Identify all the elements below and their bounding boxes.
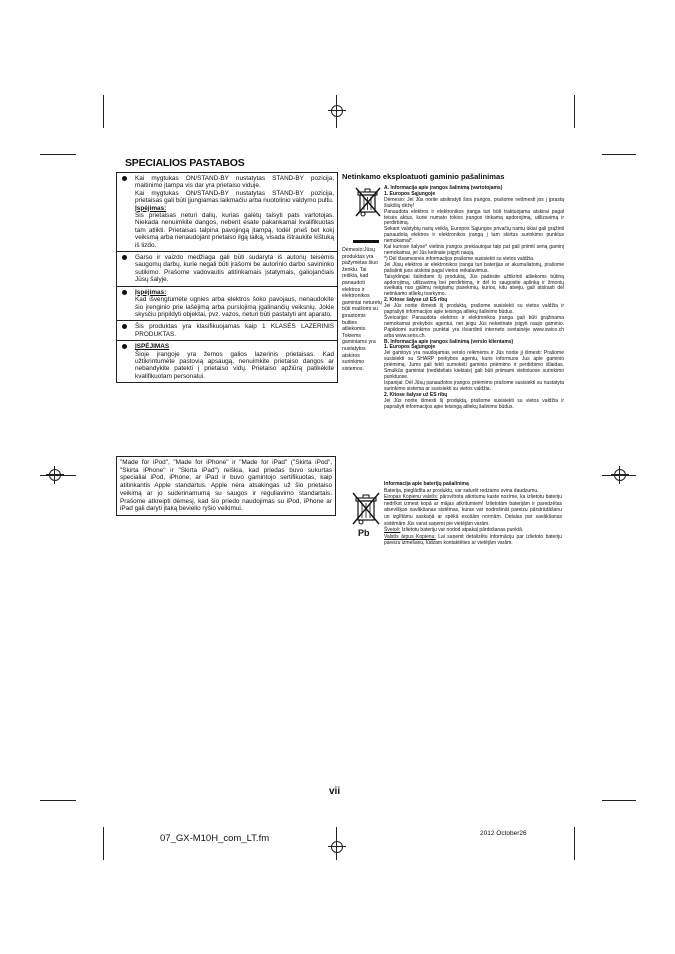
note-heading: Įspėjimas: <box>135 204 167 212</box>
battery-heading: Informacija apie baterijų pašalinimą <box>384 481 469 487</box>
disposal-heading: 2. Kitose šalyse už ES ribų <box>384 391 448 398</box>
bullet-icon <box>122 324 127 329</box>
disposal-heading: B. Informacija apie įrangos šalinimą (verslo klientams) <box>384 338 514 345</box>
battery-text <box>384 481 562 547</box>
note-heading: Įspėjimas: <box>135 288 167 296</box>
battery-line-text: Izlietotu bateriju var nodod atpakaļ pārdošanas punktā. <box>401 527 524 534</box>
disposal-paragraph: Jei gaminys yra naudojamas verslo reikmėms ir Jūs norite jį išmesti: Prašome susisiekti su SHARP prekybos agentu, kuris informuos Jus apie gaminio priėmimą. Jums gali tekti sumokėti gaminio priėmimo ir perdirbimo išlaidas. Smulkūs gaminiai (nedideliais kiekiais) gali būti priimami vietiniuose surinkimo punktuose. <box>384 350 564 380</box>
disposal-paragraph: Šveicarijai: Panaudota elektros ir elektronikos įranga gali būti grąžinama nemokamai prekybos agentui, net jeigu Jūs nekeitnate įsigyti naujo gaminio. Papildomi surinkimo punktai yra išvardinti interneto svetainėje www.swico.ch arba www.sens.ch. <box>384 314 564 339</box>
note-standby <box>117 173 337 251</box>
disposal-heading: 1. Europos Sąjungoje <box>384 344 436 351</box>
registration-mark <box>611 466 629 484</box>
note-fire-warning <box>117 286 337 321</box>
note-text: Kai mygtukas ON/STAND-BY nustatytas STAND-BY pozicija, prietaisas gali būti įjungiamas laikmačiu arba nuotolinio valdymo pultu. <box>135 189 334 205</box>
crossed-bin-icon <box>355 187 381 217</box>
pb-symbol-label: Pb <box>358 528 370 538</box>
disposal-paragraph: *) Dėl išsamesnės informacijos prašome susisiekti su vietos valdžia. <box>384 255 535 262</box>
ipod-notice: "Made for iPod", "Made for iPhone" ir "Made for iPad" ("Skirta iPod", "Skirta iPhone" ir "Skirta iPad") reiškia, kad priedas buvo sukurtas specialiai iPod, iPhone, ar iPad ir buvo gamintojo sertifikuotas, kaip atitinkantis Apple standartus. Apple nėra atsakingas už šio prietaiso veikimą ar jo suderinamumą su saugos ir reguliavimo standartais. Prašome atkreipti dėmesį, kad šio priedo naudojimas su iPod, iPhone ar iPad gali daryti įtaką bevielio ryšio veikimui. <box>116 456 336 516</box>
crop-mark <box>574 827 575 860</box>
note-heading: ĮSPĖJIMAS <box>135 343 170 351</box>
note-copyright <box>117 251 337 286</box>
note-text: Šioje įrangoje yra žemos galios lazerinis prietaisas. Kad užtikrintumėte pastovią apsaugą, nenuimkite prietaiso dangos ar nebandykite patekti į prietaiso vidų. Prietaiso apžiūrą patikėkite kvalifikuotam personalui. <box>135 350 334 380</box>
crop-mark <box>103 827 104 860</box>
symbol-bar <box>353 240 379 243</box>
disposal-paragraph: Kai kuriosė šalyse* vietinis įrangos prekiautojas taip pat gali priimti seną gaminį nemokamai, jei Jūs ketinate įsigyti naują. <box>384 244 564 256</box>
registration-mark <box>46 466 64 484</box>
battery-paragraph: Baterija, pieglādīta ar produktu, var saturēt redzamo svina daudzumu. <box>384 487 539 494</box>
footer-date: 2012 October26 <box>480 830 527 837</box>
page-title: SPECIALIOS PASTABOS <box>125 157 245 169</box>
crop-mark <box>574 95 575 128</box>
crop-mark <box>103 95 104 128</box>
note-text: Kai mygtukas ON/STAND-BY nustatytas STAND-BY pozicija, maitinimo įtampa vis dar yra prietaiso viduje. <box>135 175 334 190</box>
battery-lead: Eiropas Kopienu valstīs: <box>384 494 439 501</box>
battery-paragraph <box>384 534 562 547</box>
footer-filename: 07_GX-M10H_com_LT.fm <box>160 833 270 844</box>
registration-mark <box>328 838 346 856</box>
disposal-paragraph: Dėmesio: Jei Jūs norite atsikratyti šios įrangos, prašome nešmesti jos į įprastą šiukšlių dėžę! <box>384 196 564 209</box>
crop-mark <box>602 154 636 155</box>
note-laser-warning <box>117 340 337 382</box>
bullet-icon <box>122 290 127 295</box>
disposal-heading: A. Informacija apie įrangos šalinimą (vartotojams) <box>384 185 503 191</box>
note-laser-class <box>117 320 337 340</box>
note-text: Kad išvengtumėte ugnies arba elektros šoko pavojaus, nenaudokite šio įrenginio prie lašėjimą arba purslojimą įgalinančių veiksnių. Jokie skysčiu pripildyti objektai, pvz. vazos, neturi būti pastatyti ant aparato. <box>135 296 334 318</box>
note-text: Šis produktas yra klasifikuojamas kaip 1 KLASĖS LAZERINIS PRODUKTAS. <box>135 323 334 338</box>
disposal-paragraph: Taisyklingai šalindami šį produktą, Jūs padėsite užtikrinti atliekoms būtiną apdorojimą, utilizavimą bei perdirbimą, ir dėl to saugosite aplinką ir žmonių sveikatą nuo galimų neigiamų pasekmių, kurios, kitu atveju, gali atsirasti dėl netinkamo atliekų tvarkymo. <box>384 273 564 298</box>
disposal-paragraph: Jei Jūs norite išmesti šį produktą, prašome susisiekti su vietos valdžia ir paprašyti informacijos apie teisingą atliekų šalinimo būdus. <box>384 303 564 316</box>
bullet-icon <box>122 176 127 181</box>
bullet-icon <box>122 255 127 260</box>
crop-mark <box>40 800 76 801</box>
disposal-paragraph: Ispanijai: Dėl Jūsų panaudotos įrangos priėmimo prašome susisiekti su nustatyta surinkimo sistema ar susisiekti su vietos valdžia. <box>384 379 564 392</box>
crossed-bin-icon <box>352 492 380 525</box>
disposal-title: Netinkamo eksploatuoti gaminio pašalinimas <box>342 172 505 181</box>
note-text: Šis prietaisas neturi dalių, kurias galėtų taisyti pats vartotojas. Niekada nenuimkite dangos, nebent esate pakankamai kvalifikuotas tam atlikti. Prietaisas talpina pavojingą įtampą, todėl prieš bet kokį veiksmą arba nenaudojant prietaiso ilgą laiką, visada ištraukite kištuką iš lizdo. <box>135 212 334 249</box>
registration-mark <box>328 102 346 120</box>
disposal-side-note: Dėmesio:Jūsų produktas yra pažymėtas šiuo ženklu. Tai reiškia, kad panaudoti elektros ir elektronikos gaminiai neturėtų būti maišomi su įprastomis buities atliekomis. Tokiems gaminiams yra nustatytos atskiros surinkimo sistemos. <box>342 247 382 372</box>
disposal-paragraph: Jei Jūs norite išmesti šį produktą, prašome susisiekti su vietos valdžia ir paprašyti informacijos apie teisingą atliekų šalinimo būdus. <box>384 397 564 410</box>
disposal-heading: 1. Europos Sąjungoje <box>384 190 436 197</box>
disposal-paragraph: Panaudota elektros ir elektronikos įranga turi būti traktuojama atskirai pagal teisės aktus, kurie numato tokios įrangos tinkamą apdorojimą, utilizavimą ir perdirbimą. <box>384 208 564 227</box>
battery-lead: Šveicē: <box>384 527 401 534</box>
bullet-icon <box>122 344 127 349</box>
battery-paragraph <box>384 527 562 534</box>
page-number: vii <box>329 786 341 797</box>
battery-line-text: Lai saņemt detalizētu informāciju par izlietoto bateriju pareizu izmešanu, lūdzam kontaktēties ar vietējām varām. <box>384 533 562 547</box>
disposal-heading: 2. Kitose šalyse už ES ribų <box>384 297 448 304</box>
battery-paragraph <box>384 494 562 527</box>
crop-mark <box>602 800 636 801</box>
disposal-text <box>384 186 564 410</box>
crop-mark <box>40 154 76 155</box>
battery-lead: Valstīs ārpus Kopienu: <box>384 533 436 540</box>
disposal-paragraph: Jei Jūsų elektros ar elektronikos įranga turi baterijas ar akumuliatorių, prašome pašalinti juos atskirai pagal vietos reikalavimus. <box>384 261 564 274</box>
battery-line-text: pārsvītrota atkritumu kaste nozīme, ka izlietotu bateriju nedrīkst izmest kopā ar mājas atkritumiem! Izlietotām baterijām ir paredzētas atsevišķas savākšanas sistēmas, kuras var nodrošināt pareizu pārstrādāšanu un izglītāmu saskaņā ar spēkā esošām normām. Detalas par savākšanas sistēmām Jūs varat saņemt pie vietējām varām. <box>384 494 563 527</box>
special-notes-box <box>116 172 338 383</box>
disposal-paragraph: Sekant valstybių narių veiklą, Europos Sąjungos privačių namų ūkiai gali grąžinti panaudotą elektros ir elektronikos įrangą į tam skirtus surinkimo punktus nemokamai*. <box>384 226 564 245</box>
note-text: Garso ir vaizdo medžiaga gali būti sudaryta iš autorių teisėmis saugomų darbų, kurie negali būti įrašomi be autorinio darbo savininko sutikimo. Prašome vadovautis atitinkamais įstatymais, galiojančiais Jūsų šalyje. <box>135 254 334 284</box>
